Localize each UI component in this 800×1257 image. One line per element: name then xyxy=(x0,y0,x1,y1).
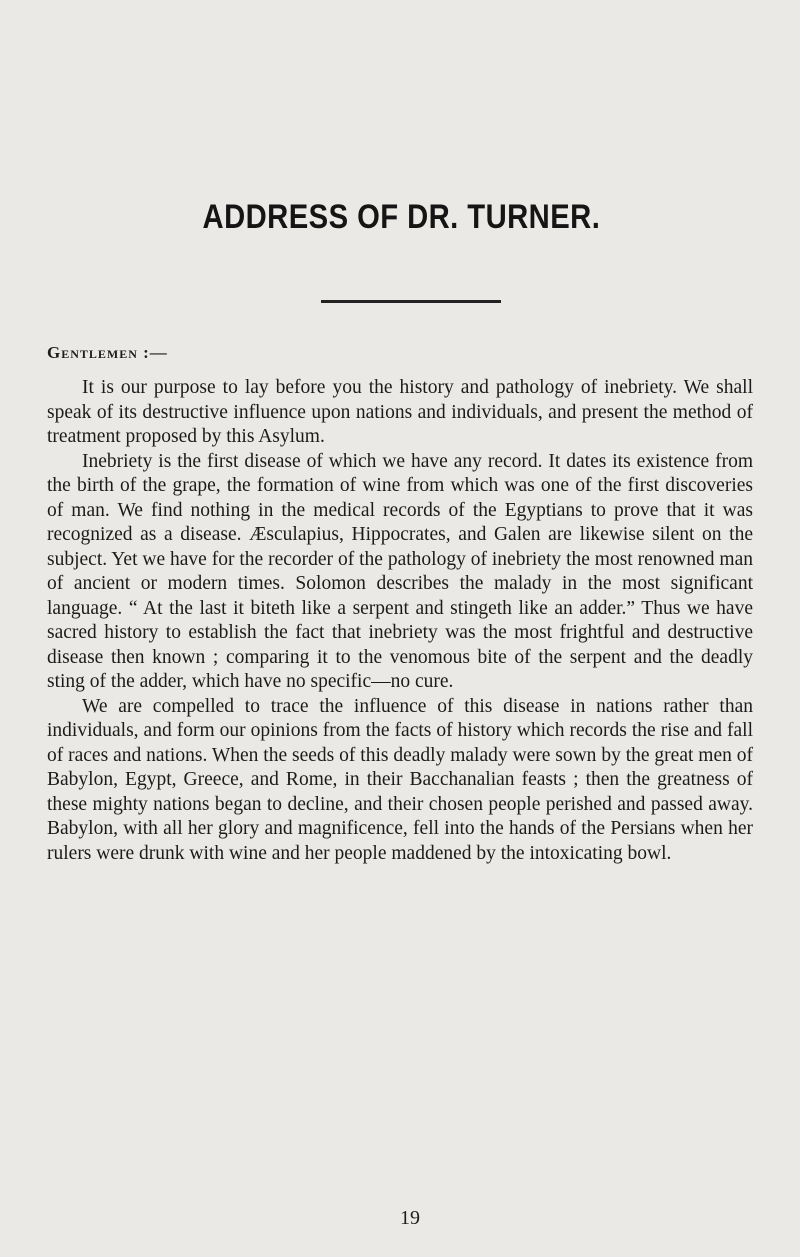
page-number: 19 xyxy=(400,1207,420,1229)
body-text xyxy=(47,376,753,866)
title-divider xyxy=(321,300,501,303)
salutation: Gentlemen :— xyxy=(47,343,168,362)
page-title: ADDRESS OF DR. TURNER. xyxy=(202,198,601,236)
paragraph: Inebriety is the first disease of which we have any record. It dates its existence from the birth of the grape, the formation of wine from which was one of the first discoveries of man. We find nothing in the medical records of the Egyptians to prove that it was recognized as a disease. Æsculapius, Hippocrates, and Galen are likewise silent on the subject. Yet we have for the recorder of the pathology of inebriety the most renowned man of ancient or modern times. Solomon describes the malady in the most significant language. “ At the last it biteth like a serpent and stingeth like an adder.” Thus we have sacred history to establish the fact that inebriety was the most frightful and destructive disease then known ; comparing it to the venomous bite of the serpent and the deadly sting of the adder, which have no specific—no cure. xyxy=(47,450,753,692)
paragraph: It is our purpose to lay before you the history and pathology of inebriety. We shall speak of its destructive influence upon nations and individuals, and present the method of treatment proposed by this Asylum. xyxy=(47,377,753,447)
paragraph: We are compelled to trace the influence of this disease in nations rather than individuals, and form our opinions from the facts of history which records the rise and fall of races and nations. When the seeds of this deadly malady were sown by the great men of Babylon, Egypt, Greece, and Rome, in their Bacchanalian feasts ; then the greatness of these mighty nations began to decline, and their chosen people perished and passed away. Babylon, with all her glory and magnificence, fell into the hands of the Persians when her rulers were drunk with wine and her people maddened by the intoxicating bowl. xyxy=(47,695,753,864)
